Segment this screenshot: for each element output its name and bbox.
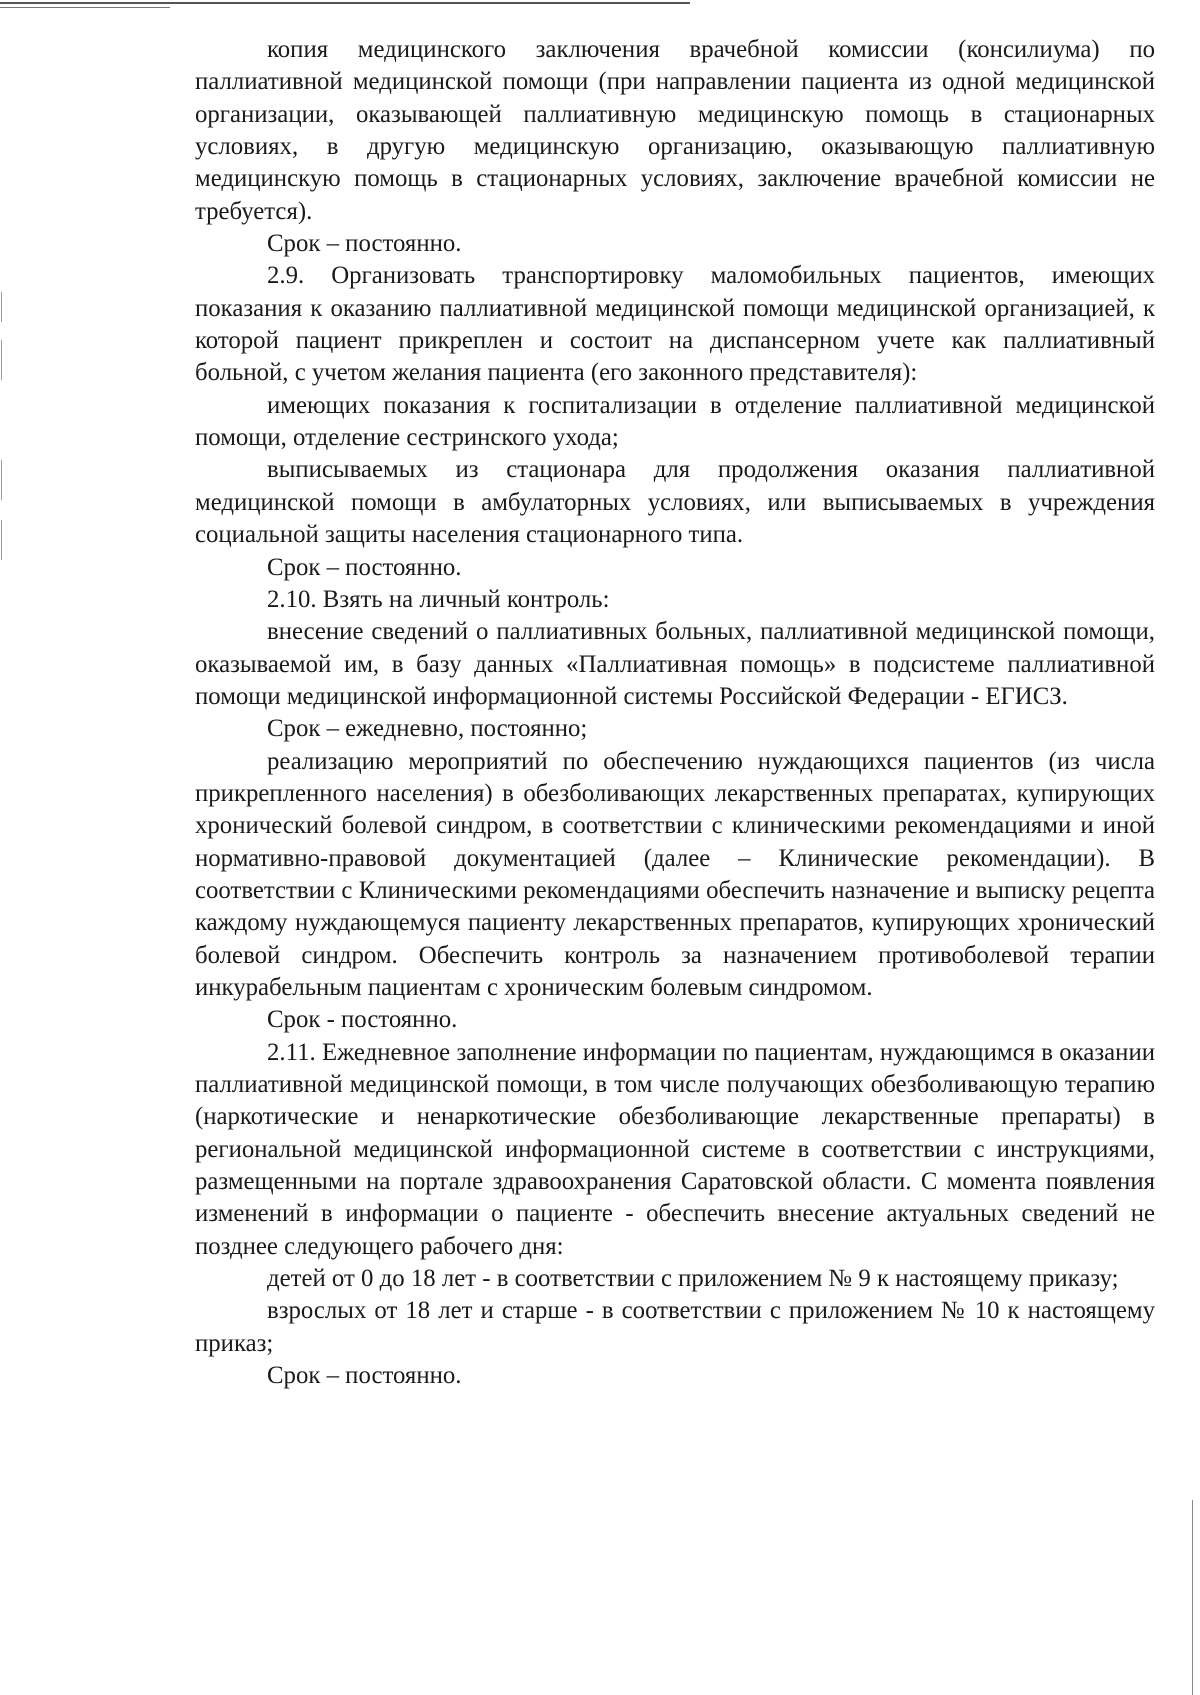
- scan-edge-mark: [1, 520, 2, 560]
- paragraph-children: детей от 0 до 18 лет - в соответствии с приложением № 9 к настоящему приказу;: [267, 1265, 1119, 1293]
- deadline-line: Срок – постоянно.: [267, 230, 462, 258]
- top-rule: [0, 2, 690, 4]
- top-rule-secondary: [0, 7, 170, 8]
- scan-edge-right: [1192, 1500, 1193, 1695]
- paragraph-hospitalization: имеющих показания к госпитализации в отделение паллиативной медицинской помощи, отделение сестринского ухода;: [195, 391, 1155, 452]
- deadline-line: Срок – постоянно.: [267, 553, 462, 581]
- deadline-line: Срок - постоянно.: [267, 1006, 458, 1034]
- paragraph-item-2-11: 2.11. Ежедневное заполнение информации по пациентам, нуждающимся в оказании паллиативной медицинской помощи, в том числе получающих обезболивающую терапию (наркотические и ненаркотические обезболивающие лекарственные препараты) в региональной медицинской информационной системе в соответствии с инструкциями, размещенными на портале здравоохранения Саратовской области. С момента появления изменений в информации о пациенте - обеспечить внесение актуальных сведений не позднее следующего рабочего дня:: [195, 1038, 1155, 1260]
- paragraph-pain-relief: реализацию мероприятий по обеспечению нуждающихся пациентов (из числа прикрепленного населения) в обезболивающих лекарственных препаратах, купирующих хронический болевой синдром, в соответствии с клиническими рекомендациями и иной нормативно-правовой документацией (далее – Клинические рекомендации). В соответствии с Клиническими рекомендациями обеспечить назначение и выписку рецепта каждому нуждающемуся пациенту лекарственных препаратов, купирующих хронический болевой синдром. Обеспечить контроль за назначением противоболевой терапии инкурабельным пациентам с хроническим болевым синдромом.: [195, 747, 1155, 1001]
- document-body: [195, 34, 1155, 1392]
- paragraph-discharged: выписываемых из стационара для продолжения оказания паллиативной медицинской помощи в амбулаторных условиях, или выписываемых в учреждения социальной защиты населения стационарного типа.: [195, 456, 1155, 549]
- scan-edge-mark: [1, 292, 2, 322]
- deadline-line: Срок – ежедневно, постоянно;: [267, 715, 588, 743]
- paragraph-item-2-9: 2.9. Организовать транспортировку маломобильных пациентов, имеющих показания к оказанию паллиативной медицинской помощи медицинской организацией, к которой пациент прикреплен и состоит на диспансерном учете как паллиативный больной, с учетом желания пациента (его законного представителя):: [195, 262, 1155, 387]
- paragraph-adults: взрослых от 18 лет и старше - в соответствии с приложением № 10 к настоящему приказ;: [195, 1297, 1155, 1357]
- paragraph-copy-conclusion: копия медицинского заключения врачебной комиссии (консилиума) по паллиативной медицинской помощи (при направлении пациента из одной медицинской организации, оказывающей паллиативную медицинскую помощь в стационарных условиях, в другую медицинскую организацию, оказывающую паллиативную медицинскую помощь в стационарных условиях, заключение врачебной комиссии не требуется).: [195, 36, 1155, 225]
- paragraph-item-2-10: 2.10. Взять на личный контроль:: [267, 585, 610, 613]
- paragraph-database-entry: внесение сведений о паллиативных больных, паллиативной медицинской помощи, оказываемой им, в базу данных «Паллиативная помощь» в подсистеме паллиативной помощи медицинской информационной системы Российской Федерации - ЕГИСЗ.: [195, 618, 1155, 710]
- deadline-line: Срок – постоянно.: [267, 1362, 462, 1390]
- scan-edge-mark: [1, 460, 2, 500]
- scan-edge-mark: [1, 340, 2, 380]
